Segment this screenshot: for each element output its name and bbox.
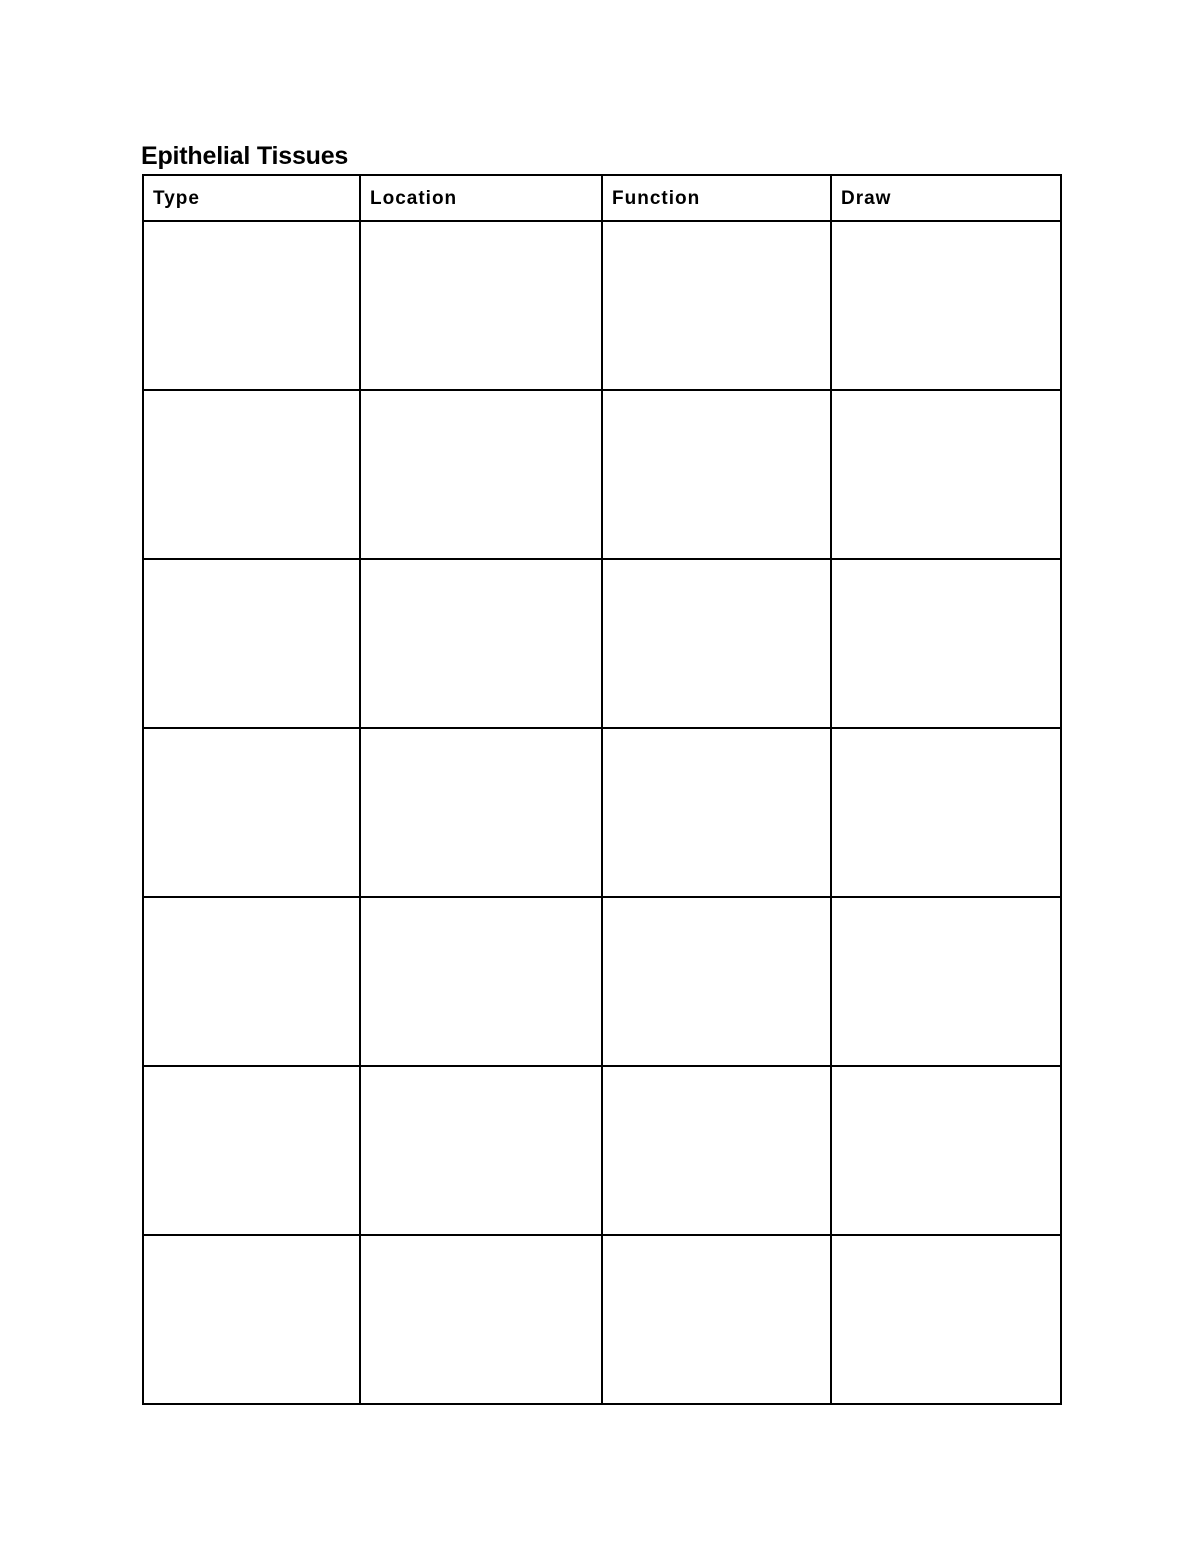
draw-cell[interactable] bbox=[831, 1235, 1061, 1404]
column-header-function: Function bbox=[602, 175, 831, 221]
column-header-location: Location bbox=[360, 175, 602, 221]
location-cell[interactable] bbox=[360, 1235, 602, 1404]
type-cell[interactable] bbox=[143, 1066, 360, 1235]
function-cell[interactable] bbox=[602, 1235, 831, 1404]
draw-cell[interactable] bbox=[831, 897, 1061, 1066]
location-cell[interactable] bbox=[360, 728, 602, 897]
draw-cell[interactable] bbox=[831, 559, 1061, 728]
column-header-draw: Draw bbox=[831, 175, 1061, 221]
table-row bbox=[143, 221, 1061, 390]
function-cell[interactable] bbox=[602, 221, 831, 390]
location-cell[interactable] bbox=[360, 559, 602, 728]
location-cell[interactable] bbox=[360, 897, 602, 1066]
type-cell[interactable] bbox=[143, 559, 360, 728]
draw-cell[interactable] bbox=[831, 390, 1061, 559]
table-row bbox=[143, 897, 1061, 1066]
type-cell[interactable] bbox=[143, 897, 360, 1066]
function-cell[interactable] bbox=[602, 728, 831, 897]
table-body bbox=[143, 221, 1061, 1404]
table-header-row bbox=[143, 175, 1061, 221]
epithelial-tissues-table bbox=[142, 174, 1062, 1405]
location-cell[interactable] bbox=[360, 1066, 602, 1235]
page-title: Epithelial Tissues bbox=[141, 142, 349, 170]
function-cell[interactable] bbox=[602, 559, 831, 728]
type-cell[interactable] bbox=[143, 390, 360, 559]
draw-cell[interactable] bbox=[831, 728, 1061, 897]
table-row bbox=[143, 1066, 1061, 1235]
function-cell[interactable] bbox=[602, 390, 831, 559]
draw-cell[interactable] bbox=[831, 1066, 1061, 1235]
draw-cell[interactable] bbox=[831, 221, 1061, 390]
type-cell[interactable] bbox=[143, 221, 360, 390]
location-cell[interactable] bbox=[360, 390, 602, 559]
column-header-type: Type bbox=[143, 175, 360, 221]
table-row bbox=[143, 390, 1061, 559]
table-row bbox=[143, 728, 1061, 897]
function-cell[interactable] bbox=[602, 1066, 831, 1235]
type-cell[interactable] bbox=[143, 728, 360, 897]
location-cell[interactable] bbox=[360, 221, 602, 390]
function-cell[interactable] bbox=[602, 897, 831, 1066]
type-cell[interactable] bbox=[143, 1235, 360, 1404]
table-row bbox=[143, 1235, 1061, 1404]
table-row bbox=[143, 559, 1061, 728]
